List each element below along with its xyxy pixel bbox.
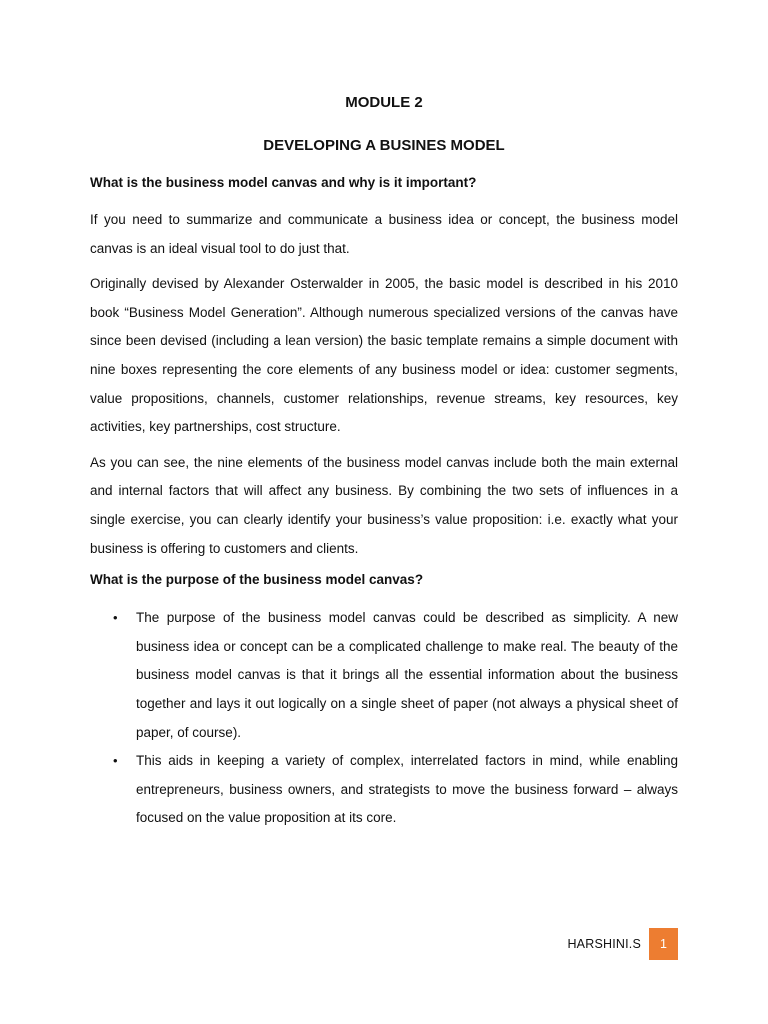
footer-author: HARSHINI.S bbox=[567, 937, 641, 951]
bullet-item bbox=[90, 604, 678, 747]
bullet-point-icon: • bbox=[113, 610, 118, 626]
page-footer bbox=[567, 928, 678, 960]
bullet-text: This aids in keeping a variety of complex, interrelated factors in mind, while enabling entrepreneurs, business owners, and strategists to move the business forward – always focused on the value proposition at its core. bbox=[136, 753, 678, 826]
bullet-item bbox=[90, 747, 678, 833]
bullet-text: The purpose of the business model canvas could be described as simplicity. A new business idea or concept can be a complicated challenge to make real. The beauty of the business model canvas is that it brings all the essential information about the business together and lays it out logically on a single sheet of paper (not always a physical sheet of paper, of course). bbox=[136, 610, 678, 740]
paragraph-intro: If you need to summarize and communicate a business idea or concept, the business model canvas is an ideal visual tool to do just that. bbox=[90, 212, 678, 256]
question-heading-purpose: What is the purpose of the business model canvas? bbox=[90, 572, 424, 588]
bullet-point-icon: • bbox=[113, 753, 118, 769]
purpose-bullet-list bbox=[90, 604, 678, 833]
page-number-badge: 1 bbox=[649, 928, 678, 960]
question-heading-canvas: What is the business model canvas and why is it important? bbox=[90, 175, 477, 190]
document-body bbox=[90, 92, 678, 833]
paragraph-origin: Originally devised by Alexander Osterwalder in 2005, the basic model is described in his 2010 book “Business Model Generation”. Although numerous specialized versions of the canvas have since been devised (including a lean version) the basic template remains a simple document with nine boxes representing the core elements of any business model or idea: customer segments, value propositions, channels, customer relationships, revenue streams, key resources, key activities, key partnerships, cost structure. bbox=[90, 276, 678, 435]
module-title: MODULE 2 bbox=[345, 94, 423, 111]
section-title: DEVELOPING A BUSINES MODEL bbox=[263, 137, 505, 154]
paragraph-elements: As you can see, the nine elements of the business model canvas include both the main external and internal factors that will affect any business. By combining the two sets of influences in a single exercise, you can clearly identify your business’s value proposition: i.e. exactly what your business is offering to customers and clients. bbox=[90, 454, 678, 556]
